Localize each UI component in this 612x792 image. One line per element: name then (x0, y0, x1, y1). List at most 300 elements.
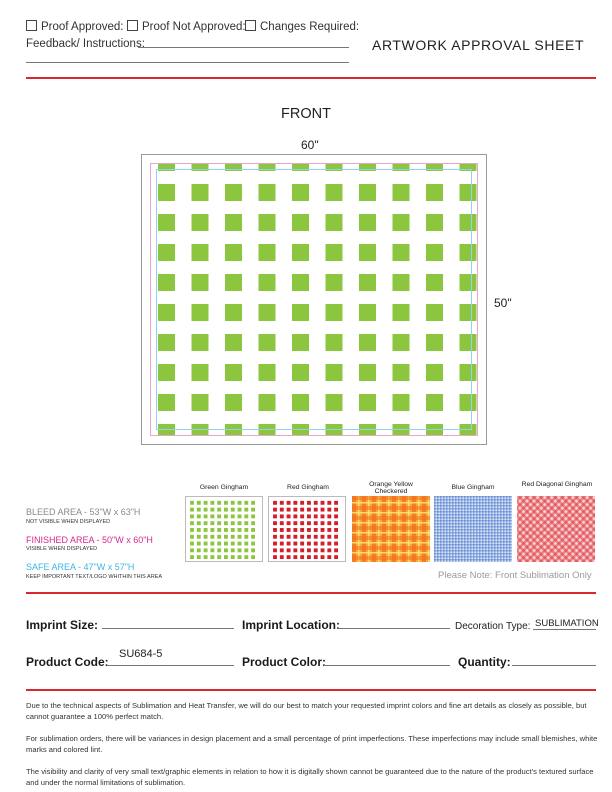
swatch-check (210, 508, 214, 512)
swatch-check (280, 501, 284, 505)
swatch-check (231, 528, 235, 532)
swatch-check (334, 501, 338, 505)
swatch-stripe (434, 517, 512, 519)
pattern-square (225, 274, 242, 291)
swatch-check (238, 555, 242, 559)
swatch-check (251, 548, 255, 552)
pattern-square (393, 304, 410, 321)
safe-area-title: SAFE AREA - 47"W x 57"H (26, 562, 135, 572)
swatch-check (217, 521, 221, 525)
swatch-check (244, 555, 248, 559)
swatch-stripe (352, 552, 430, 554)
swatch-check (334, 514, 338, 518)
pattern-square (426, 364, 443, 381)
pattern-square (192, 214, 209, 231)
imprint-size-field[interactable] (102, 628, 234, 629)
orange-yellow-checkered-swatch[interactable] (352, 496, 430, 562)
swatch-stripe (434, 553, 512, 555)
swatch-check (334, 521, 338, 525)
swatch-check (273, 528, 277, 532)
swatch-check (327, 535, 331, 539)
swatch-check (321, 542, 325, 546)
proof-not-approved-label: Proof Not Approved: (142, 21, 246, 33)
swatch-check (300, 521, 304, 525)
pattern-square (225, 244, 242, 261)
swatch-check (224, 508, 228, 512)
swatch-label-green-gingham: Green Gingham (199, 484, 249, 491)
swatch-check (217, 555, 221, 559)
pattern-square (292, 334, 309, 351)
sheet-title: ARTWORK APPROVAL SHEET (372, 37, 585, 53)
pattern-square (393, 274, 410, 291)
swatch-check (197, 521, 201, 525)
swatch-check (190, 535, 194, 539)
decoration-type-value: SUBLIMATION (535, 618, 599, 629)
swatch-check (204, 555, 208, 559)
swatch-check (244, 501, 248, 505)
swatch-check (300, 514, 304, 518)
pattern-square (259, 364, 276, 381)
pattern-square (426, 274, 443, 291)
changes-required-option[interactable] (245, 20, 359, 33)
swatch-check (314, 521, 318, 525)
imprint-size-label: Imprint Size: (26, 618, 99, 632)
pattern-square (359, 274, 376, 291)
swatch-check (224, 501, 228, 505)
swatch-check (244, 535, 248, 539)
swatch-check (251, 542, 255, 546)
swatch-check (280, 508, 284, 512)
decoration-type-label: Decoration Type: (455, 621, 531, 632)
pattern-square (326, 334, 343, 351)
pattern-square (158, 394, 175, 411)
pattern-square (292, 394, 309, 411)
pattern-square (359, 334, 376, 351)
swatch-check (273, 521, 277, 525)
swatch-check (231, 508, 235, 512)
swatch-check (244, 542, 248, 546)
proof-not-approved-option[interactable] (127, 20, 246, 33)
swatch-stripe (352, 496, 430, 500)
pattern-square (393, 214, 410, 231)
pattern-square (158, 244, 175, 261)
pattern-square (225, 304, 242, 321)
pattern-square (359, 244, 376, 261)
swatch-check (327, 555, 331, 559)
pattern-square (192, 364, 209, 381)
pattern-square (359, 364, 376, 381)
quantity-label: Quantity: (458, 655, 511, 669)
swatch-check (204, 508, 208, 512)
swatch-check (217, 548, 221, 552)
swatch-check (197, 535, 201, 539)
swatch-check (293, 521, 297, 525)
swatch-check (238, 521, 242, 525)
swatch-stripe (434, 511, 512, 513)
pattern-square (158, 274, 175, 291)
imprint-location-field[interactable] (338, 628, 450, 629)
swatch-check (273, 548, 277, 552)
swatch-check (280, 542, 284, 546)
swatch-check (300, 555, 304, 559)
product-color-label: Product Color: (242, 655, 326, 669)
swatch-check (280, 535, 284, 539)
swatch-check (190, 521, 194, 525)
decoration-type-field[interactable] (533, 629, 596, 630)
swatch-stripe (434, 496, 512, 498)
swatch-check (287, 521, 291, 525)
swatch-check (314, 501, 318, 505)
swatch-check (197, 508, 201, 512)
swatch-check (293, 535, 297, 539)
swatch-check (293, 548, 297, 552)
swatch-check (224, 535, 228, 539)
swatch-check (217, 514, 221, 518)
product-code-label: Product Code: (26, 655, 109, 669)
swatch-check (210, 535, 214, 539)
pattern-square (192, 394, 209, 411)
pattern-square (292, 184, 309, 201)
pattern-square (326, 214, 343, 231)
swatch-stripe (352, 502, 430, 504)
swatch-check (293, 542, 297, 546)
pattern-square (292, 214, 309, 231)
swatch-check (314, 508, 318, 512)
swatch-check (273, 514, 277, 518)
swatch-stripe (434, 523, 512, 525)
swatch-check (251, 535, 255, 539)
legend-divider (26, 592, 596, 594)
swatch-check (204, 521, 208, 525)
swatch-check (217, 535, 221, 539)
swatch-check (224, 542, 228, 546)
finished-area-note: VISIBLE WHEN DISPLAYED (26, 546, 98, 552)
swatch-stripe (352, 542, 430, 544)
swatch-check (238, 501, 242, 505)
swatch-check (190, 542, 194, 546)
swatch-check (231, 548, 235, 552)
swatch-stripe (434, 529, 512, 531)
pattern-square (326, 304, 343, 321)
blue-gingham-swatch[interactable] (434, 496, 512, 562)
pattern-square (225, 184, 242, 201)
swatch-check (231, 535, 235, 539)
pattern-square (158, 214, 175, 231)
swatch-check (231, 501, 235, 505)
swatch-check (334, 535, 338, 539)
swatch-check (307, 548, 311, 552)
swatch-check (321, 501, 325, 505)
pattern-square (359, 214, 376, 231)
pattern-square (460, 274, 477, 291)
swatch-check (197, 548, 201, 552)
swatch-check (204, 542, 208, 546)
swatch-check (307, 508, 311, 512)
swatch-check (293, 555, 297, 559)
pattern-square (192, 244, 209, 261)
swatch-stripe (434, 541, 512, 543)
swatch-check (334, 555, 338, 559)
swatch-check (224, 514, 228, 518)
pattern-square (426, 304, 443, 321)
swatch-check (204, 514, 208, 518)
swatch-check (314, 548, 318, 552)
swatch-check (231, 514, 235, 518)
swatch-stripe (434, 538, 512, 540)
swatch-check (287, 514, 291, 518)
swatch-check (238, 535, 242, 539)
swatch-check (300, 542, 304, 546)
swatch-check (251, 501, 255, 505)
red-gingham-swatch[interactable] (268, 496, 346, 562)
swatch-check (280, 548, 284, 552)
swatch-check (251, 555, 255, 559)
swatch-check (321, 508, 325, 512)
pattern-square (460, 334, 477, 351)
swatch-check (210, 521, 214, 525)
pattern-square (393, 394, 410, 411)
swatch-check (238, 508, 242, 512)
swatch-check (327, 508, 331, 512)
swatch-check (190, 528, 194, 532)
swatch-check (300, 548, 304, 552)
swatch-check (314, 528, 318, 532)
swatch-stripe (434, 505, 512, 507)
pattern-square (426, 394, 443, 411)
swatch-stripe (434, 532, 512, 534)
swatch-check (251, 508, 255, 512)
product-color-field[interactable] (324, 665, 450, 666)
pattern-square (259, 274, 276, 291)
pattern-square (259, 304, 276, 321)
pattern-square (158, 334, 175, 351)
swatch-check (327, 548, 331, 552)
product-code-value: SU684-5 (119, 648, 163, 660)
pattern-square (393, 244, 410, 261)
pattern-square (426, 184, 443, 201)
swatch-check (334, 528, 338, 532)
disclaimer-color-match: Due to the technical aspects of Sublimation and Heat Transfer, we will do our best to match your requested imprint colors and fine art details as closely as possible, but cannot guarantee a 100% perfect match. (26, 701, 587, 722)
pattern-square (158, 304, 175, 321)
swatch-check (238, 514, 242, 518)
disclaimer-small-text: The visibility and clarity of very small text/graphic elements in relation to how it is digitally shown cannot be guaranteed due to the nature of the product's textured surface and under the normal limitations of sublimation. (26, 767, 594, 788)
swatch-check (273, 542, 277, 546)
swatch-stripe (434, 544, 512, 546)
pattern-square (460, 244, 477, 261)
swatch-check (327, 501, 331, 505)
disclaimer-imperfections: For sublimation orders, there will be variances in design placement and a small percentage of print imperfections. These imperfections may include small blemishes, white marks and colored lint. (26, 734, 598, 755)
pattern-square (259, 244, 276, 261)
pattern-square (192, 334, 209, 351)
swatch-check (224, 528, 228, 532)
pattern-square (326, 244, 343, 261)
swatch-check (280, 521, 284, 525)
swatch-check (300, 508, 304, 512)
swatch-check (314, 555, 318, 559)
swatch-check (224, 521, 228, 525)
pattern-square (192, 184, 209, 201)
swatch-check (307, 555, 311, 559)
pattern-square (359, 394, 376, 411)
swatch-check (307, 528, 311, 532)
swatch-check (321, 521, 325, 525)
pattern-square (393, 364, 410, 381)
swatch-check (273, 508, 277, 512)
swatch-stripe (434, 550, 512, 552)
pattern-square (259, 184, 276, 201)
swatch-check (307, 535, 311, 539)
swatch-check (204, 501, 208, 505)
swatch-check (300, 535, 304, 539)
pattern-square (225, 214, 242, 231)
swatch-check (231, 555, 235, 559)
swatch-check (293, 501, 297, 505)
swatch-stripe (352, 506, 430, 510)
header-divider (26, 77, 596, 79)
pattern-square (158, 184, 175, 201)
swatch-stripe (434, 559, 512, 561)
pattern-square (292, 364, 309, 381)
product-code-field[interactable] (108, 665, 234, 666)
swatch-stripe (352, 522, 430, 524)
swatch-check (287, 535, 291, 539)
swatch-check (287, 528, 291, 532)
changes-required-checkbox[interactable] (245, 20, 256, 31)
swatch-check (210, 501, 214, 505)
pattern-square (326, 394, 343, 411)
safe-area-note: KEEP IMPORTANT TEXT/LOGO WHITHIN THIS AREA (26, 574, 162, 580)
swatch-check (334, 508, 338, 512)
side-label: FRONT (281, 106, 331, 122)
swatch-label-blue-gingham: Blue Gingham (451, 484, 495, 491)
proof-not-approved-checkbox[interactable] (127, 20, 138, 31)
swatch-check (293, 528, 297, 532)
swatch-check (251, 521, 255, 525)
swatch-check (321, 555, 325, 559)
pattern-square (460, 184, 477, 201)
swatch-check (217, 542, 221, 546)
swatch-check (244, 521, 248, 525)
bleed-area-title: BLEED AREA - 53"W x 63"H (26, 507, 141, 517)
bleed-area-note: NOT VISIBLE WHEN DISPLAYED (26, 519, 111, 525)
swatch-stripe (352, 532, 430, 534)
pattern-square (460, 394, 477, 411)
swatch-check (190, 501, 194, 505)
swatch-stripe (434, 499, 512, 501)
swatch-check (300, 501, 304, 505)
swatch-check (217, 501, 221, 505)
pattern-square (460, 304, 477, 321)
swatch-check (244, 508, 248, 512)
swatch-check (321, 548, 325, 552)
pattern-square (192, 304, 209, 321)
swatch-check (293, 508, 297, 512)
pattern-square (393, 184, 410, 201)
swatch-stripe (434, 547, 512, 549)
height-dimension: 50" (494, 296, 512, 310)
swatch-check (307, 514, 311, 518)
swatch-check (327, 542, 331, 546)
pattern-square (259, 214, 276, 231)
swatch-check (190, 555, 194, 559)
swatch-check (217, 508, 221, 512)
changes-required-label: Changes Required: (260, 21, 360, 33)
red-diagonal-gingham-swatch[interactable] (517, 496, 595, 562)
swatch-check (210, 542, 214, 546)
swatch-check (238, 548, 242, 552)
swatch-check (197, 555, 201, 559)
pattern-square (192, 274, 209, 291)
swatch-stripe (434, 526, 512, 528)
swatch-check (273, 535, 277, 539)
fields-divider (26, 689, 596, 691)
quantity-field[interactable] (512, 665, 596, 666)
swatch-check (204, 535, 208, 539)
proof-approved-option[interactable] (26, 20, 123, 33)
swatch-check (307, 542, 311, 546)
width-dimension: 60" (301, 138, 319, 152)
swatch-check (224, 555, 228, 559)
swatch-check (210, 528, 214, 532)
swatch-check (238, 542, 242, 546)
swatch-stripe (352, 536, 430, 540)
pattern-square (292, 304, 309, 321)
finished-area-title: FINISHED AREA - 50"W x 60"H (26, 535, 153, 545)
swatch-check (210, 514, 214, 518)
feedback-line-2[interactable] (26, 62, 349, 63)
swatch-check (314, 542, 318, 546)
swatch-check (190, 508, 194, 512)
pattern-square (292, 244, 309, 261)
feedback-label: Feedback/ Instructions: (26, 38, 145, 50)
swatch-stripe (434, 556, 512, 558)
swatch-stripe (352, 516, 430, 520)
swatch-check (217, 528, 221, 532)
sublimation-note: Please Note: Front Sublimation Only (438, 570, 592, 581)
pattern-square (225, 364, 242, 381)
swatch-check (300, 528, 304, 532)
swatch-check (287, 555, 291, 559)
swatch-check (314, 514, 318, 518)
swatch-check (210, 548, 214, 552)
swatch-stripe (434, 535, 512, 537)
proof-approved-checkbox[interactable] (26, 20, 37, 31)
swatch-check (244, 514, 248, 518)
pattern-square (326, 184, 343, 201)
swatch-check (287, 542, 291, 546)
swatch-check (231, 542, 235, 546)
swatch-stripe (352, 512, 430, 514)
swatch-check (197, 528, 201, 532)
artwork-preview (141, 154, 487, 445)
swatch-stripe (434, 514, 512, 516)
swatch-stripe (352, 556, 430, 560)
pattern-square (326, 364, 343, 381)
swatch-check (210, 555, 214, 559)
swatch-check (307, 501, 311, 505)
swatch-check (197, 514, 201, 518)
swatch-check (231, 521, 235, 525)
swatch-label-orange-yellow-checkered: Orange Yellow Checkered (369, 481, 413, 495)
imprint-location-label: Imprint Location: (242, 618, 340, 632)
green-gingham-swatch[interactable] (185, 496, 263, 562)
swatch-check (314, 535, 318, 539)
feedback-line-1[interactable] (138, 47, 349, 48)
proof-approved-label: Proof Approved: (41, 21, 124, 33)
swatch-check (273, 501, 277, 505)
swatch-check (287, 501, 291, 505)
swatch-label-red-gingham: Red Gingham (287, 484, 329, 491)
